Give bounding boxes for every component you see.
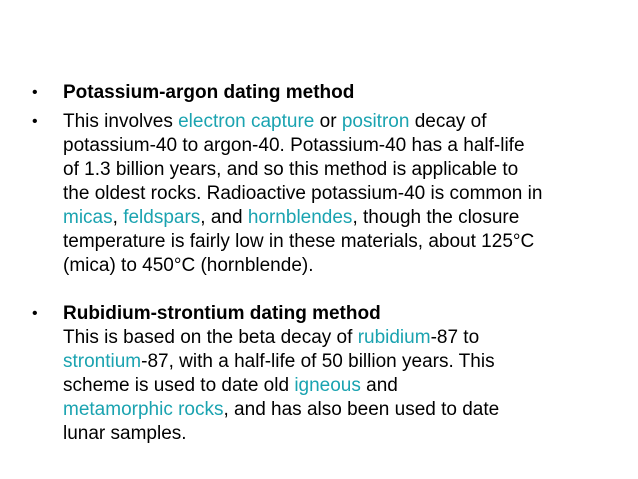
- body-text: , and has also been used to date: [223, 399, 500, 420]
- rubidium-link[interactable]: rubidium: [357, 327, 431, 348]
- body-text: This involves: [63, 111, 179, 132]
- hornblendes-link[interactable]: hornblendes: [247, 207, 353, 228]
- section-heading: Rubidium-strontium dating method: [63, 303, 381, 324]
- body-line: (mica) to 450°C (hornblende).: [63, 255, 314, 276]
- body-text: , though the closure: [352, 207, 520, 228]
- bullet-marker: •: [32, 113, 38, 130]
- body-text: -87 to: [430, 327, 480, 348]
- body-line: [63, 350, 623, 374]
- body-line: lunar samples.: [63, 423, 187, 444]
- metamorphic-rocks-link[interactable]: metamorphic rocks: [63, 399, 224, 420]
- body-text: and: [360, 375, 398, 396]
- body-line: [63, 398, 623, 422]
- electron-capture-link[interactable]: electron capture: [178, 111, 315, 132]
- body-text: decay of: [409, 111, 487, 132]
- body-line: [63, 206, 623, 230]
- micas-link[interactable]: micas: [63, 207, 113, 228]
- section-rubidium-strontium: [63, 302, 623, 446]
- body-text: This is based on the beta decay of: [63, 327, 358, 348]
- body-text: scheme is used to date old: [63, 375, 295, 396]
- body-line: [63, 110, 623, 134]
- body-line: temperature is fairly low in these materials, about 125°C: [63, 231, 535, 252]
- section-potassium-argon-heading-item: [63, 81, 623, 105]
- strontium-link[interactable]: strontium: [63, 351, 142, 372]
- body-text: ,: [112, 207, 124, 228]
- body-line: [63, 374, 623, 398]
- feldspars-link[interactable]: feldspars: [123, 207, 201, 228]
- bullet-marker: •: [32, 305, 38, 322]
- positron-link[interactable]: positron: [341, 111, 410, 132]
- body-text: , and: [200, 207, 248, 228]
- igneous-link[interactable]: igneous: [294, 375, 361, 396]
- section-potassium-argon-body: [63, 110, 623, 278]
- body-line: the oldest rocks. Radioactive potassium-40 is common in: [63, 183, 543, 204]
- section-heading: Potassium-argon dating method: [63, 82, 355, 103]
- body-line: of 1.3 billion years, and so this method is applicable to: [63, 159, 519, 180]
- body-text: or: [314, 111, 342, 132]
- body-text: -87, with a half-life of 50 billion years. This: [141, 351, 495, 372]
- bullet-marker: •: [32, 84, 38, 101]
- body-line: [63, 326, 623, 350]
- body-line: potassium-40 to argon-40. Potassium-40 has a half-life: [63, 135, 525, 156]
